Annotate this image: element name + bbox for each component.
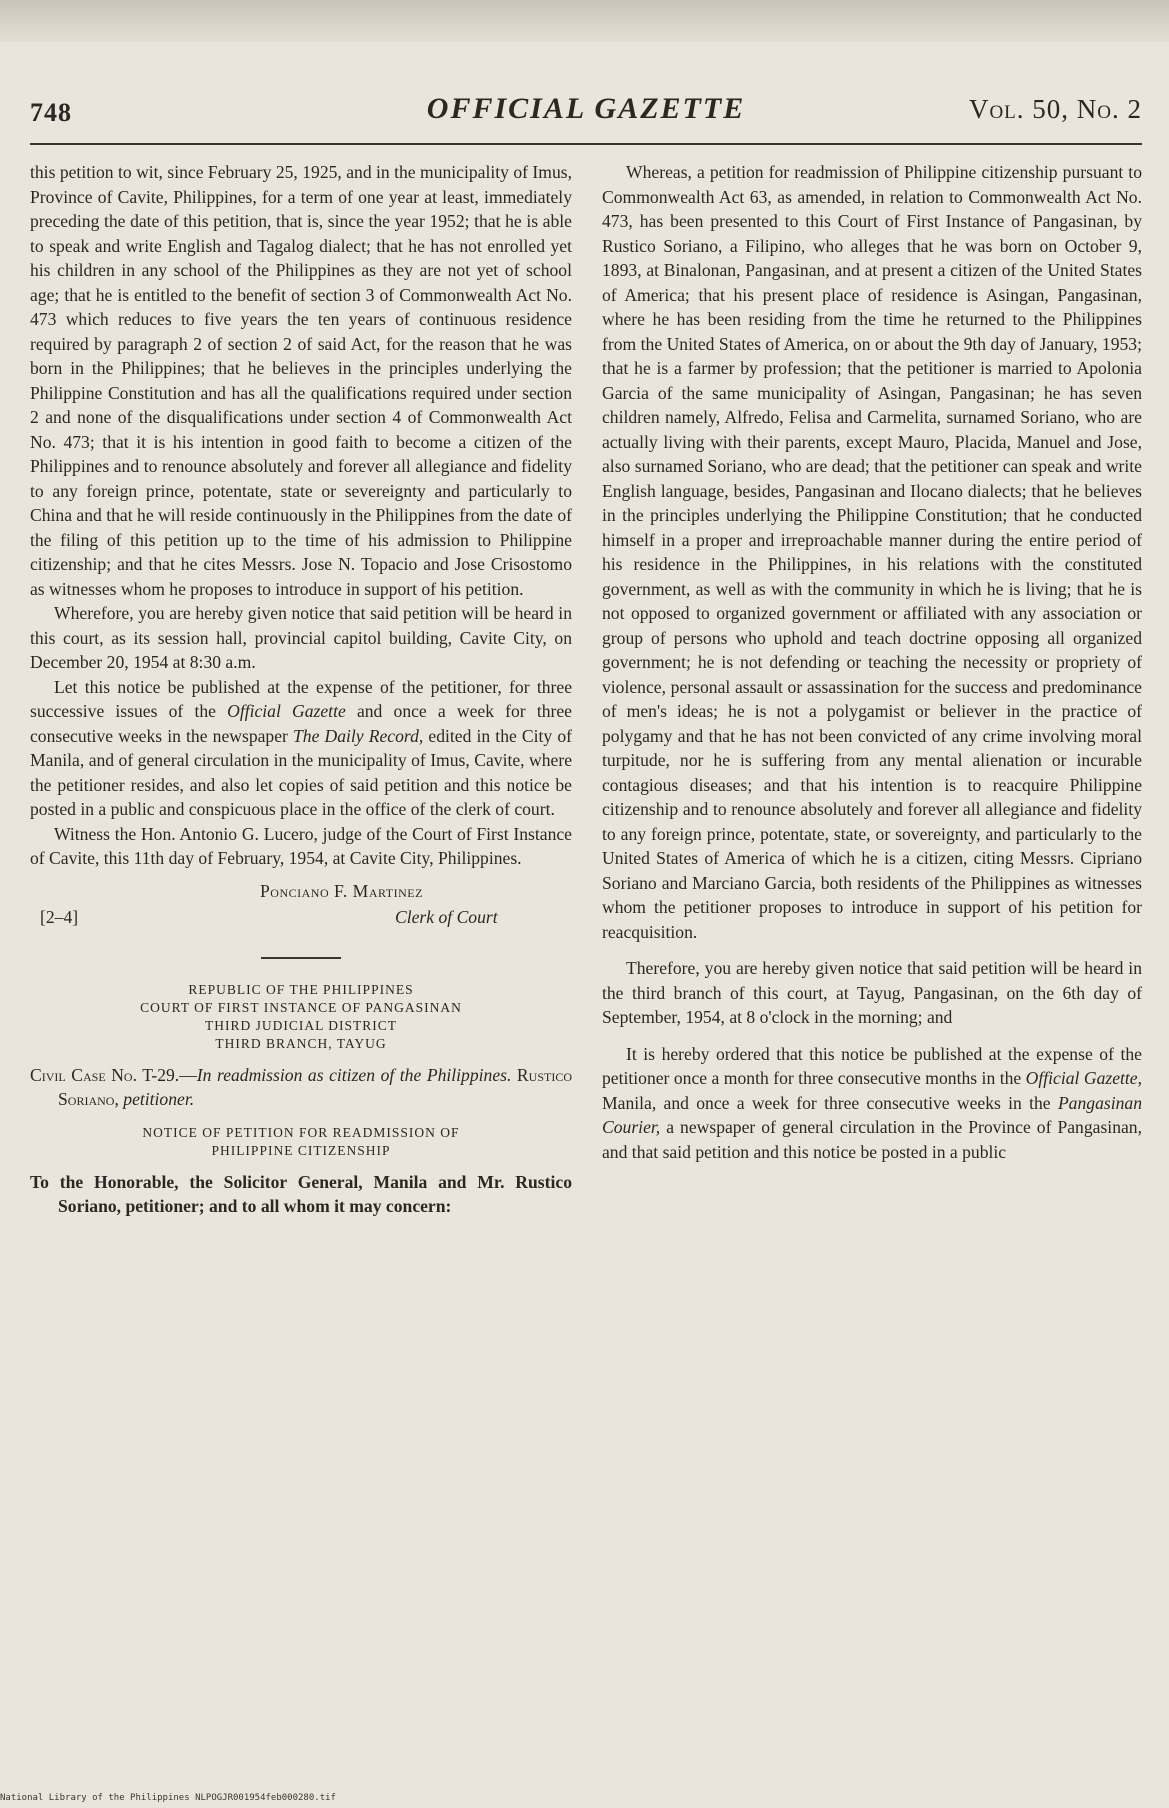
ordered-gazette-name: Official Gazette, bbox=[1025, 1068, 1143, 1088]
signatory-title: Clerk of Court bbox=[395, 906, 498, 927]
page-header bbox=[30, 88, 1142, 132]
caption-line: REPUBLIC OF THE PHILIPPINES bbox=[188, 981, 414, 997]
caption-line: THIRD BRANCH, TAYUG bbox=[215, 1035, 387, 1051]
publish-text-2: and once a week for three consecutive weeks in the newspaper bbox=[30, 701, 572, 746]
publication-title: OFFICIAL GAZETTE bbox=[426, 92, 746, 125]
notice-title-line: PHILIPPINE CITIZENSHIP bbox=[211, 1142, 391, 1158]
ordered-newspaper-name: Pangasinan Courier, bbox=[602, 1092, 1142, 1137]
publish-text-1: Let this notice be published at the expense of the petitioner, for three successive issues of the bbox=[30, 676, 572, 721]
notice-address: To the Honorable, the Solicitor General, Manila and Mr. Rustico Soriano, petitioner; and to all whom it may concern: bbox=[30, 1171, 572, 1216]
volume-number: Vol. 50, No. 2 bbox=[968, 94, 1142, 124]
page-number: 748 bbox=[30, 98, 72, 127]
court-caption bbox=[30, 981, 572, 1053]
notice-title-line: NOTICE OF PETITION FOR READMISSION OF bbox=[142, 1124, 460, 1140]
issue-reference: [2–4] bbox=[40, 906, 79, 927]
caption-line: COURT OF FIRST INSTANCE OF PANGASINAN bbox=[140, 999, 462, 1015]
archive-footer: National Library of the Philippines NLPOGJR001954feb000280.tif bbox=[0, 1793, 336, 1803]
caption-line: THIRD JUDICIAL DISTRICT bbox=[205, 1017, 397, 1033]
whereas-paragraph: Whereas, a petition for readmission of Philippine citizenship pursuant to Commonwealth Act 63, as amended, in relation to Commonwealth Act No. 473, has been presented to this Court of First Instance of Pangasinan, by Rustico Soriano, a Filipino, who alleges that he was born on October 9, 1893, at Binalonan, Pangasinan, and at present a citizen of the United States of America; that his present place of residence is Asingan, Pangasinan, where he has been residing from the time he returned to the Philippines from the United States of America, on or about the 9th day of January, 1953; that he is a farmer by profession; that the petitioner is married to Apolonia Garcia of the same municipality of Asingan, Pangasinan; he has seven children namely, Alfredo, Felisa and Carmelita, surnamed Soriano, who are actually living with their parents, except Mauro, Placida, Manuel and Jose, also surnamed Soriano, who are dead; that the petitioner can speak and write English language, besides, Pangasinan and Ilocano dialects; that he believes in the principles underlying the Philippine Constitution; that he conducted himself in a proper and irreproachable manner during the entire period of his residence in the Philippines, in his relations with the constituted government, as well as with the community in which he is living; that he is not opposed to organized government or affiliated with any association or group of persons who uphold and teach doctrine opposing all organized government; he is not defending or teaching the necessity or propriety of violence, personal assault or assassination for the success and predominance of men's ideas; he is not a polygamist or believer in the practice of polygamy and that he has not been convicted of any crime involving moral turpitude, nor he is suffering from any mental alienation or incurable contagious diseases; and that his intention is to reacquire Philippine citizenship and to renounce absolutely and forever all allegiance and fidelity to any foreign prince, potentate, state, or sovereignty, and particularly to the United States of America of which he is a citizen, citing Messrs. Cipriano Soriano and Marciano Garcia, both residents of the Philippines as witnesses whom the petitioner proposes to introduce in support of his petition for reacquisition. bbox=[602, 162, 1142, 942]
case-number: Civil Case No. T-29.— bbox=[30, 1064, 197, 1085]
publish-paragraph bbox=[30, 675, 572, 822]
header-rule bbox=[30, 143, 1142, 145]
scan-top-edge bbox=[0, 0, 1169, 42]
ordered-text-2: Manila, and once a week for three consecutive weeks in the bbox=[602, 1092, 1051, 1113]
ordered-text-3: a newspaper of general circulation in the Province of Pangasinan, and that said petition and this notice be posted in a public bbox=[602, 1117, 1142, 1162]
signatory-name: Ponciano F. Martinez bbox=[260, 880, 423, 901]
wherefore-paragraph: Wherefore, you are hereby given notice that said petition will be heard in this court, as its session hall, provincial capitol building, Cavite City, on December 20, 1954 at 8:30 a.m. bbox=[30, 603, 572, 672]
case-heading bbox=[30, 1063, 572, 1112]
case-role: petitioner. bbox=[123, 1089, 195, 1109]
continuation-paragraph: this petition to wit, since February 25, 1925, and in the municipality of Imus, Province of Cavite, Philippines, for a term of one year at least, immediately preceding the date of this petition, that is, since the year 1952; that he is able to speak and write English and Tagalog dialect; that he has not enrolled yet his children in any school of the Philippines as they are not yet of school age; that he is entitled to the benefit of section 3 of Commonwealth Act No. 473 which reduces to five years the ten years of continuous residence required by paragraph 2 of section 2 of said Act, for the reason that he was born in the Philippines; that he believes in the principles underlying the Philippine Constitution and has all the qualifications required under section 2 and none of the disqualifications under section 4 of Commonwealth Act No. 473; that it is his intention in good faith to become a citizen of the Philippines and to renounce absolutely and forever all allegiance and fidelity to any foreign prince, potentate, state or severeignty and particularly to China and that he will reside continuously in the Philippines from the date of the filing of this petition up to the time of his admission to Philippine citizenship; and that he cites Messrs. Jose N. Topacio and Jose Crisostomo as witnesses whom he proposes to introduce in support of his petition. bbox=[30, 162, 572, 599]
publish-text-3: edited in the City of Manila, and of general circulation in the municipality of Imus, Cavite, where the petitioner resides, and also let copies of said petition and this notice be posted in a public and conspicuous place in the office of the clerk of court. bbox=[30, 725, 573, 819]
section-divider bbox=[261, 957, 341, 959]
right-column bbox=[602, 160, 1142, 1164]
publish-newspaper-name: The Daily Record, bbox=[293, 725, 424, 746]
witness-paragraph: Witness the Hon. Antonio G. Lucero, judge of the Court of First Instance of Cavite, this 11th day of February, 1954, at Cavite City, Philippines. bbox=[30, 823, 572, 868]
case-party: Rustico Soriano, bbox=[58, 1064, 572, 1109]
notice-title bbox=[30, 1124, 572, 1160]
case-subject: In readmission as citizen of the Philippines. bbox=[196, 1064, 512, 1085]
left-column bbox=[30, 160, 572, 1219]
therefore-paragraph: Therefore, you are hereby given notice that said petition will be heard in the third branch of this court, at Tayug, Pangasinan, on the 6th day of September, 1954, at 8 o'clock in the morning; and bbox=[602, 958, 1142, 1027]
ordered-text-1: It is hereby ordered that this notice be published at the expense of the petitioner once a month for three consecutive months in the bbox=[602, 1043, 1142, 1088]
publish-gazette-name: Official Gazette bbox=[227, 701, 346, 721]
signature-block bbox=[30, 879, 572, 931]
ordered-paragraph bbox=[602, 1042, 1142, 1165]
